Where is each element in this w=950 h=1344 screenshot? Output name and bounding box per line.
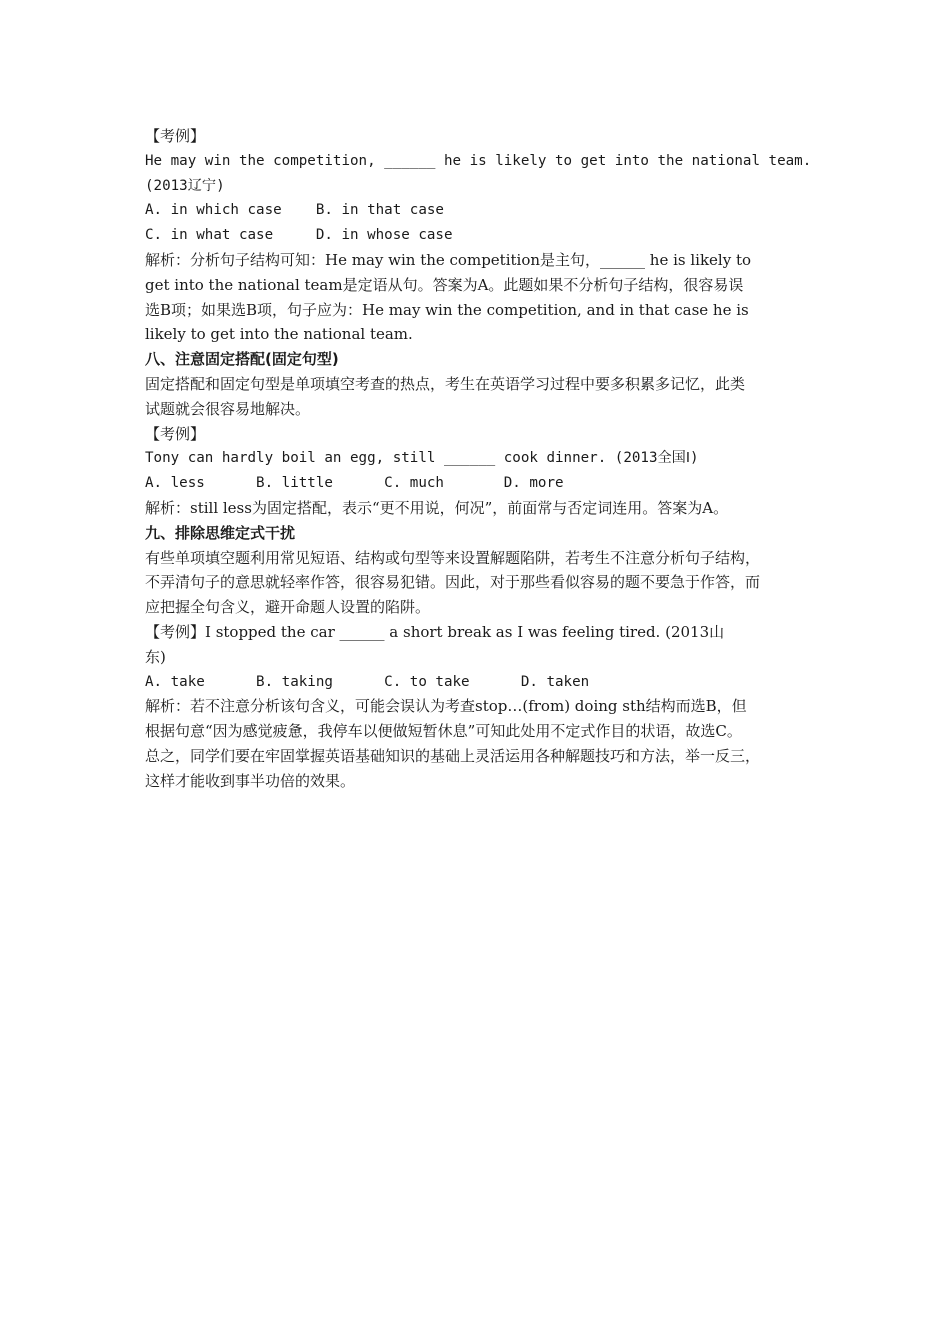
example-question: Tony can hardly boil an egg, still ______ cook dinner. (2013全国Ⅰ) bbox=[145, 450, 699, 467]
example-question: 【考例】I stopped the car ______ a short break as I was feeling tired. (2013山 bbox=[145, 622, 725, 641]
example-question-source: (2013辽宁) bbox=[145, 177, 225, 194]
summary-paragraph: 这样才能收到事半功倍的效果。 bbox=[145, 771, 356, 790]
section-heading: 九、排除思维定式干扰 bbox=[145, 523, 296, 542]
example-analysis: 解析：分析句子结构可知：He may win the competition是主句，______ he is likely to bbox=[145, 250, 752, 269]
example-analysis: likely to get into the national team. bbox=[145, 325, 413, 344]
section-intro: 有些单项填空题利用常见短语、结构或句型等来设置解题陷阱，若考生不注意分析句子结构， bbox=[145, 548, 761, 567]
example-options-row: A. take B. taking C. to take D. taken bbox=[145, 673, 590, 690]
example-label: 【考例】 bbox=[145, 424, 206, 443]
example-question: He may win the competition, ______ he is likely to get into the national team. bbox=[145, 152, 812, 169]
example-analysis: 解析：若不注意分析该句含义，可能会误认为考查stop…(from) doing sth结构而选B，但 bbox=[145, 697, 747, 716]
section-intro: 不弄清句子的意思就轻率作答，很容易犯错。因此，对于那些看似容易的题不要急于作答，而 bbox=[145, 573, 761, 592]
example-options-row: C. in what case D. in whose case bbox=[145, 227, 453, 244]
example-analysis: get into the national team是定语从句。答案为A。此题如果不分析句子结构，很容易误 bbox=[145, 275, 744, 294]
document-content bbox=[145, 124, 817, 794]
example-question-source: 东) bbox=[145, 647, 166, 666]
section-intro: 应把握全句含义，避开命题人设置的陷阱。 bbox=[145, 598, 431, 617]
summary-paragraph: 总之，同学们要在牢固掌握英语基础知识的基础上灵活运用各种解题技巧和方法，举一反三， bbox=[145, 746, 761, 765]
example-analysis: 解析：still less为固定搭配，表示“更不用说，何况”，前面常与否定词连用。答案为A。 bbox=[145, 498, 729, 517]
example-options-row: A. less B. little C. much D. more bbox=[145, 475, 564, 492]
example-analysis: 根据句意“因为感觉疲惫，我停车以便做短暂休息”可知此处用不定式作目的状语，故选C。 bbox=[145, 722, 742, 741]
example-options-row: A. in which case B. in that case bbox=[145, 202, 444, 219]
section-heading: 八、注意固定搭配(固定句型) bbox=[145, 350, 339, 369]
example-label: 【考例】 bbox=[145, 127, 206, 145]
section-intro: 固定搭配和固定句型是单项填空考查的热点，考生在英语学习过程中要多积累多记忆，此类 bbox=[145, 374, 746, 393]
example-analysis: 选B项；如果选B项，句子应为：He may win the competition, and in that case he is bbox=[145, 300, 749, 319]
section-intro: 试题就会很容易地解决。 bbox=[145, 399, 311, 418]
